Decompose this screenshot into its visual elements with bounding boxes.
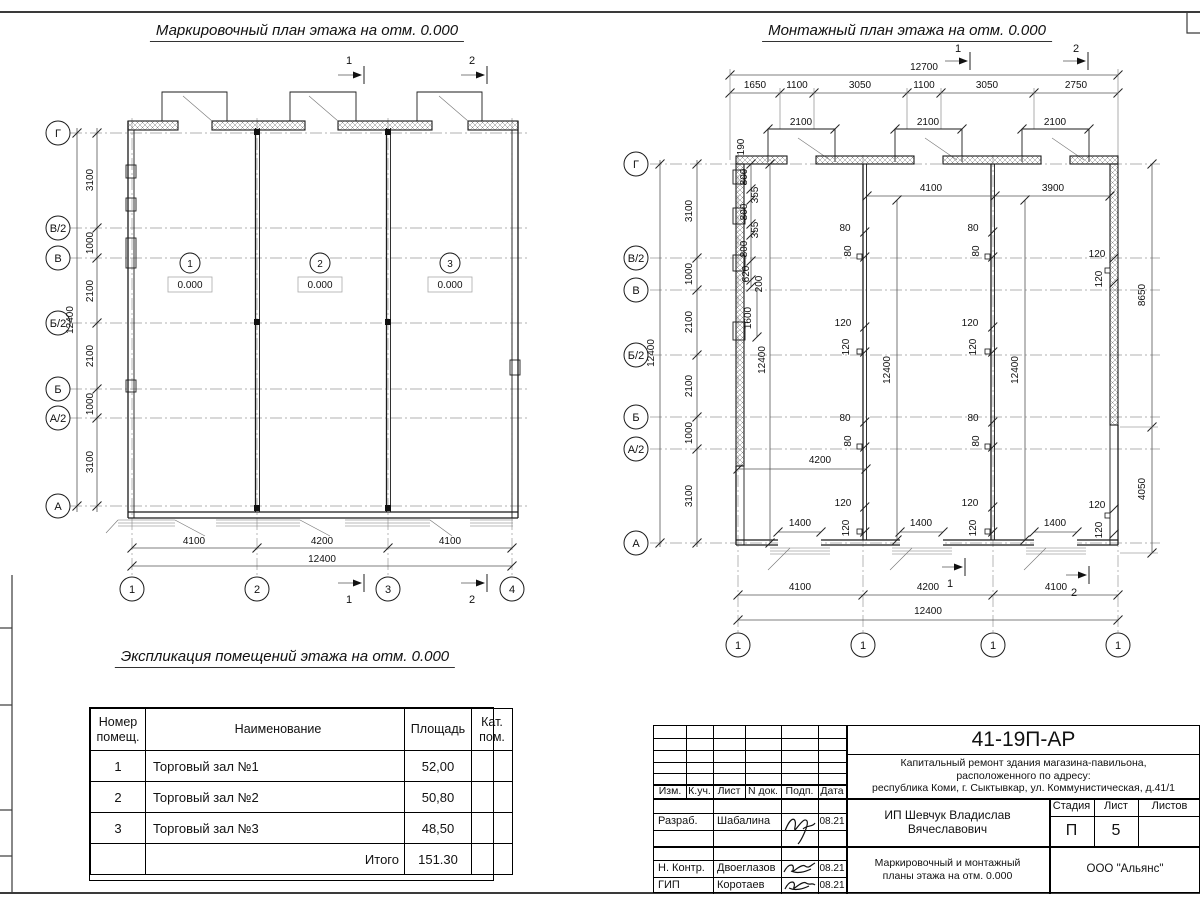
- dim-label: 12700: [910, 62, 938, 73]
- entrance-strips: [768, 548, 1086, 570]
- axis-grid-lines: [70, 118, 530, 600]
- dim-label: 120: [834, 498, 852, 509]
- dim-label: 1600: [743, 306, 754, 330]
- cell-room-number: 3: [91, 813, 146, 844]
- schedule-title: Экспликация помещений этажа на отм. 0.000: [115, 648, 455, 668]
- sheets-value: [1138, 816, 1200, 846]
- cell-name: Торговый зал №2: [146, 782, 405, 813]
- dim-label: 4100: [182, 536, 206, 547]
- client-name: [846, 798, 1049, 846]
- dim-label: 355: [750, 186, 761, 204]
- room-level: 0.000: [307, 280, 333, 291]
- dim-label: 120: [841, 338, 852, 356]
- axis-label: Б/2: [49, 318, 67, 330]
- section-label: 1: [345, 55, 353, 67]
- room-number: 3: [447, 259, 453, 270]
- dim-label: 1400: [1043, 518, 1067, 529]
- dim-label: 1000: [684, 262, 695, 286]
- col-dimensions: [128, 536, 517, 571]
- dim-label: 3900: [1041, 183, 1065, 194]
- dim-label: 80: [843, 245, 854, 257]
- cell-category: [472, 782, 513, 813]
- room-number: 2: [317, 259, 323, 270]
- dim-label: 800: [739, 168, 750, 186]
- header-room-number: Номер помещ.: [91, 709, 146, 751]
- organization-name: ООО "Альянс": [1086, 863, 1164, 876]
- signature: [781, 811, 818, 847]
- dim-label: 2100: [1043, 117, 1067, 128]
- section-label: 2: [468, 55, 476, 67]
- description-line: Капитальный ремонт здания магазина-павильона,: [900, 757, 1147, 770]
- dim-label: 12400: [914, 606, 942, 617]
- dim-label: 4100: [788, 582, 812, 593]
- description-line: расположенного по адресу:: [956, 769, 1091, 782]
- axis-label: 4: [508, 584, 516, 596]
- entrance-strips: [106, 520, 513, 536]
- walls: [106, 92, 520, 536]
- client-line: ИП Шевчук Владислав: [884, 807, 1011, 822]
- sheet-value: 5: [1111, 822, 1121, 840]
- rule: [654, 750, 846, 751]
- sheet-title: [846, 846, 1049, 894]
- cell-empty: [91, 844, 146, 875]
- col-kuch: К.уч.: [688, 784, 711, 797]
- cell-room-number: 2: [91, 782, 146, 813]
- axis-label: Б: [54, 384, 62, 396]
- dim-label: 2100: [85, 344, 96, 368]
- axis-label: 1: [734, 640, 742, 652]
- col-data: Дата: [820, 784, 844, 797]
- col-podp: Подп.: [785, 784, 814, 797]
- dim-label: 120: [1088, 249, 1106, 260]
- dim-label: 190: [736, 138, 747, 156]
- cell-room-number: 1: [91, 751, 146, 782]
- dim-label: 200: [754, 275, 765, 293]
- dim-label: 80: [967, 223, 979, 234]
- assembly-plan: [624, 43, 1160, 657]
- table-row: [91, 813, 513, 844]
- stage-value: П: [1065, 822, 1078, 840]
- dim-label: 1100: [913, 80, 935, 91]
- dim-label: 1000: [85, 231, 96, 255]
- dim-label: 4100: [919, 183, 943, 194]
- table-row: [91, 751, 513, 782]
- dim-label: 80: [839, 413, 851, 424]
- dim-label: 12400: [308, 554, 336, 565]
- role-label: Разраб.: [658, 814, 698, 827]
- axis-label: 1: [128, 584, 136, 596]
- axis-label: А: [54, 501, 62, 513]
- header-category: Кат. пом.: [472, 709, 513, 751]
- cell-area: 48,50: [405, 813, 472, 844]
- role-date: 08.21: [819, 862, 845, 874]
- cell-name: Торговый зал №1: [146, 751, 405, 782]
- section-label: 1: [954, 43, 962, 55]
- marking-plan: [46, 55, 530, 606]
- dim-label: 4200: [808, 455, 832, 466]
- sheet-title-line: Маркировочный и монтажный: [874, 857, 1021, 870]
- axis-label: 2: [253, 584, 261, 596]
- role-name: Коротаев: [717, 878, 765, 891]
- dim-label: 2750: [1064, 80, 1088, 91]
- axis-label: А/2: [627, 444, 645, 456]
- dim-label: 3100: [684, 199, 695, 223]
- partition-dimensions: [734, 183, 1119, 545]
- cell-category: [472, 813, 513, 844]
- axis-label: А: [632, 538, 640, 550]
- axis-label: 1: [1114, 640, 1122, 652]
- description-line: республика Коми, г. Сыктывкар, ул. Коммунистическая, д.41/1: [871, 782, 1176, 795]
- axis-label: Б: [632, 412, 640, 424]
- dim-label: 120: [1094, 521, 1105, 539]
- marking-plan-title: Маркировочный план этажа на отм. 0.000: [150, 22, 464, 42]
- axis-label: Г: [55, 128, 61, 140]
- project-description: [846, 754, 1200, 798]
- section-label: 1: [946, 578, 954, 590]
- client-line: Вячеславович: [907, 822, 988, 836]
- col-list: Лист: [717, 784, 741, 797]
- dim-label: 120: [841, 519, 852, 537]
- row-dimensions: [646, 160, 702, 548]
- dim-label: 4200: [310, 536, 334, 547]
- axis-label: 3: [384, 584, 392, 596]
- rule: [654, 762, 846, 763]
- role-date: 08.21: [819, 879, 845, 891]
- section-label: 2: [1070, 587, 1078, 599]
- dim-label: 80: [971, 245, 982, 257]
- dim-label: 80: [971, 435, 982, 447]
- dim-label: 120: [961, 318, 979, 329]
- col-izm: Изм.: [658, 784, 682, 797]
- table-total-row: [91, 844, 513, 875]
- axis-label: 1: [859, 640, 867, 652]
- sheets-label: Листов: [1151, 800, 1188, 813]
- room-marks: [168, 253, 472, 292]
- axis-label: Г: [633, 159, 639, 171]
- role-label: ГИП: [658, 878, 680, 891]
- dim-label: 120: [968, 519, 979, 537]
- stage-label: Стадия: [1052, 800, 1091, 813]
- room-level: 0.000: [437, 280, 463, 291]
- dim-label: 12400: [1010, 356, 1021, 384]
- cell-name: Торговый зал №3: [146, 813, 405, 844]
- dim-label: 80: [967, 413, 979, 424]
- dim-label: 1400: [788, 518, 812, 529]
- axis-label: 1: [989, 640, 997, 652]
- header-name: Наименование: [146, 709, 405, 751]
- dim-label: 120: [1094, 270, 1105, 288]
- dim-label: 120: [961, 498, 979, 509]
- title-block: [653, 725, 1200, 893]
- dim-label: 620: [741, 265, 752, 283]
- dim-label: 120: [968, 338, 979, 356]
- dim-label: 120: [1088, 500, 1106, 511]
- dim-label: 1000: [85, 392, 96, 416]
- dim-label: 4100: [438, 536, 462, 547]
- axis-label: В/2: [49, 223, 67, 235]
- role-label: Н. Контр.: [658, 861, 705, 874]
- section-label: 1: [345, 594, 353, 606]
- dim-label: 8650: [1137, 283, 1148, 307]
- table-row: [91, 782, 513, 813]
- col-dimensions: [734, 582, 1123, 625]
- dim-label: 1000: [684, 421, 695, 445]
- door-canopies: [764, 117, 1094, 162]
- cell-area: 50,80: [405, 782, 472, 813]
- doc-number: 41-19П-АР: [971, 728, 1076, 752]
- cell-category: [472, 751, 513, 782]
- dim-label: 80: [839, 223, 851, 234]
- axis-label: В: [54, 253, 62, 265]
- dim-label: 80: [843, 435, 854, 447]
- axis-label: В/2: [627, 253, 645, 265]
- dim-label: 3100: [85, 450, 96, 474]
- total-value: 151.30: [405, 844, 472, 875]
- axis-label: В: [632, 285, 640, 297]
- dim-label: 4200: [916, 582, 940, 593]
- axis-label: Б/2: [627, 350, 645, 362]
- dim-label: 2100: [789, 117, 813, 128]
- room-schedule-table: [90, 708, 513, 875]
- dim-label: 3050: [848, 80, 872, 91]
- dim-label: 1400: [909, 518, 933, 529]
- col-ndoc: N док.: [748, 784, 778, 797]
- dim-label: 12400: [65, 306, 76, 334]
- role-name: Шабалина: [717, 814, 771, 827]
- rule: [654, 738, 846, 739]
- dim-label: 3100: [85, 168, 96, 192]
- dim-label: 800: [739, 240, 750, 258]
- dim-label: 2100: [684, 374, 695, 398]
- dim-label: 12400: [757, 346, 768, 374]
- dim-label: 2100: [684, 310, 695, 334]
- dim-label: 12400: [882, 356, 893, 384]
- walls: [733, 156, 1118, 570]
- section-label: 2: [468, 594, 476, 606]
- header-area: Площадь: [405, 709, 472, 751]
- right-wall-dimensions: [1120, 160, 1158, 558]
- room-number: 1: [187, 259, 193, 270]
- dim-label: 4050: [1137, 477, 1148, 501]
- dim-label: 2100: [916, 117, 940, 128]
- role-date: 08.21: [819, 815, 845, 827]
- section-marks: [338, 55, 487, 606]
- dim-label: 12400: [646, 339, 657, 367]
- sheet-label: Лист: [1104, 800, 1128, 813]
- dim-label: 4100: [1044, 582, 1068, 593]
- dim-label: 1100: [786, 80, 808, 91]
- axis-label: А/2: [49, 413, 67, 425]
- dim-label: 355: [750, 221, 761, 239]
- signature: [781, 858, 818, 877]
- signature: [781, 876, 818, 894]
- dim-label: 3100: [684, 484, 695, 508]
- row-axis-bubbles: [624, 152, 648, 555]
- cell-area: 52,00: [405, 751, 472, 782]
- section-label: 2: [1072, 43, 1080, 55]
- dim-label: 800: [739, 203, 750, 221]
- role-name: Двоеглазов: [717, 861, 776, 874]
- rule: [654, 773, 846, 774]
- room-level: 0.000: [177, 280, 203, 291]
- dim-label: 2100: [85, 279, 96, 303]
- dim-label: 1650: [743, 80, 767, 91]
- sheet-title-line: планы этажа на отм. 0.000: [882, 870, 1013, 882]
- col-axis-bubbles: [726, 633, 1130, 657]
- dim-label: 120: [834, 318, 852, 329]
- row-dimensions: [65, 128, 102, 512]
- dim-label: 3050: [975, 80, 999, 91]
- assembly-plan-title: Монтажный план этажа на отм. 0.000: [762, 22, 1052, 42]
- cell-empty: [472, 844, 513, 875]
- col-axis-bubbles: [120, 577, 524, 601]
- total-label: Итого: [146, 844, 405, 875]
- table-header-row: [91, 709, 513, 751]
- axis-grid-lines: [650, 155, 1160, 633]
